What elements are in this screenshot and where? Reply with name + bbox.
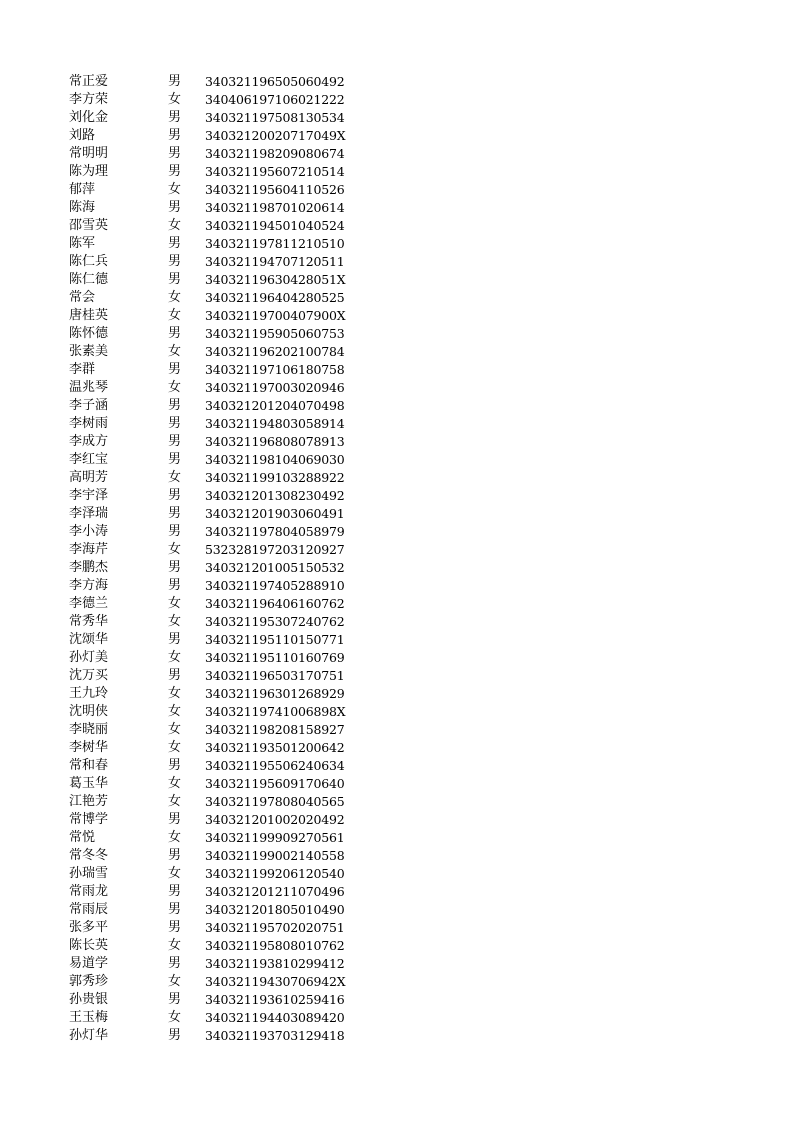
record-row (0, 199, 793, 217)
record-id-number: 34032119430706942X (205, 974, 346, 989)
record-name: 温兆琴 (69, 380, 109, 395)
record-gender: 男 (168, 1028, 182, 1043)
record-gender: 男 (168, 254, 182, 269)
record-name: 沈万买 (69, 668, 109, 683)
record-id-number: 340321193610259416 (205, 992, 345, 1007)
record-name: 李子涵 (69, 398, 109, 413)
record-row (0, 109, 793, 127)
record-gender: 男 (168, 956, 182, 971)
record-row (0, 667, 793, 685)
record-gender: 男 (168, 434, 182, 449)
record-row (0, 1027, 793, 1045)
record-gender: 女 (168, 830, 182, 845)
records-list (0, 73, 793, 1045)
record-name: 邵雪英 (69, 218, 109, 233)
record-name: 易道学 (69, 956, 109, 971)
record-gender: 男 (168, 110, 182, 125)
record-id-number: 340321195506240634 (205, 758, 345, 773)
record-name: 常雨龙 (69, 884, 109, 899)
record-gender: 女 (168, 938, 182, 953)
record-name: 常会 (69, 290, 96, 305)
record-id-number: 340321195307240762 (205, 614, 345, 629)
record-name: 李鹏杰 (69, 560, 109, 575)
record-gender: 女 (168, 614, 182, 629)
record-name: 孙瑞雪 (69, 866, 109, 881)
record-gender: 女 (168, 866, 182, 881)
record-id-number: 340321194501040524 (205, 218, 345, 233)
record-name: 李成方 (69, 434, 109, 449)
record-gender: 男 (168, 506, 182, 521)
record-id-number: 340321195110160769 (205, 650, 345, 665)
record-name: 李德兰 (69, 596, 109, 611)
record-name: 孙灯华 (69, 1028, 109, 1043)
record-name: 刘化金 (69, 110, 109, 125)
record-name: 王九玲 (69, 686, 109, 701)
record-id-number: 340321196808078913 (205, 434, 345, 449)
record-gender: 男 (168, 524, 182, 539)
record-gender: 男 (168, 416, 182, 431)
record-gender: 女 (168, 650, 182, 665)
record-gender: 男 (168, 398, 182, 413)
record-row (0, 721, 793, 739)
record-name: 郭秀珍 (69, 974, 109, 989)
record-id-number: 340321193501200642 (205, 740, 345, 755)
record-gender: 女 (168, 740, 182, 755)
record-gender: 女 (168, 722, 182, 737)
record-gender: 女 (168, 776, 182, 791)
record-row (0, 397, 793, 415)
record-gender: 女 (168, 686, 182, 701)
record-id-number: 340321201903060491 (205, 506, 345, 521)
record-row (0, 919, 793, 937)
record-row (0, 847, 793, 865)
record-row (0, 883, 793, 901)
record-gender: 男 (168, 326, 182, 341)
record-id-number: 340321198701020614 (205, 200, 345, 215)
record-id-number: 340321195607210514 (205, 164, 345, 179)
record-gender: 男 (168, 236, 182, 251)
record-id-number: 340321195609170640 (205, 776, 345, 791)
record-name: 张素美 (69, 344, 109, 359)
record-row (0, 541, 793, 559)
record-id-number: 34032119630428051X (205, 272, 346, 287)
record-name: 陈怀德 (69, 326, 109, 341)
record-id-number: 340321195905060753 (205, 326, 345, 341)
record-row (0, 127, 793, 145)
record-gender: 女 (168, 794, 182, 809)
record-gender: 女 (168, 308, 182, 323)
record-gender: 男 (168, 848, 182, 863)
record-row (0, 181, 793, 199)
record-row (0, 253, 793, 271)
record-row (0, 487, 793, 505)
record-name: 李晓丽 (69, 722, 109, 737)
record-row (0, 1009, 793, 1027)
record-name: 李树雨 (69, 416, 109, 431)
record-row (0, 901, 793, 919)
record-row (0, 271, 793, 289)
record-id-number: 340321197811210510 (205, 236, 345, 251)
record-id-number: 340321196404280525 (205, 290, 345, 305)
record-gender: 女 (168, 470, 182, 485)
record-id-number: 340321199909270561 (205, 830, 345, 845)
record-row (0, 145, 793, 163)
record-row (0, 973, 793, 991)
record-name: 李泽瑞 (69, 506, 109, 521)
record-gender: 男 (168, 920, 182, 935)
record-gender: 男 (168, 812, 182, 827)
record-row (0, 289, 793, 307)
record-gender: 女 (168, 92, 182, 107)
record-name: 孙贵银 (69, 992, 109, 1007)
record-id-number: 340321196505060492 (205, 74, 345, 89)
record-id-number: 340321196202100784 (205, 344, 345, 359)
record-row (0, 577, 793, 595)
record-name: 常正爱 (69, 74, 109, 89)
record-gender: 男 (168, 632, 182, 647)
record-row (0, 811, 793, 829)
record-name: 王玉梅 (69, 1010, 109, 1025)
record-gender: 男 (168, 452, 182, 467)
record-name: 李方荣 (69, 92, 109, 107)
record-gender: 男 (168, 200, 182, 215)
record-row (0, 163, 793, 181)
record-name: 唐桂英 (69, 308, 109, 323)
record-id-number: 340321199206120540 (205, 866, 345, 881)
record-id-number: 340321194403089420 (205, 1010, 345, 1025)
record-row (0, 433, 793, 451)
record-gender: 女 (168, 542, 182, 557)
record-gender: 男 (168, 992, 182, 1007)
record-name: 常冬冬 (69, 848, 109, 863)
record-gender: 男 (168, 74, 182, 89)
record-row (0, 523, 793, 541)
record-id-number: 340321193703129418 (205, 1028, 345, 1043)
record-id-number: 340321196503170751 (205, 668, 345, 683)
record-name: 常博学 (69, 812, 109, 827)
record-name: 高明芳 (69, 470, 109, 485)
record-id-number: 340321197003020946 (205, 380, 345, 395)
record-gender: 男 (168, 128, 182, 143)
record-row (0, 685, 793, 703)
record-name: 李树华 (69, 740, 109, 755)
record-id-number: 340321194803058914 (205, 416, 345, 431)
record-gender: 女 (168, 344, 182, 359)
record-id-number: 340321195604110526 (205, 182, 345, 197)
record-gender: 女 (168, 218, 182, 233)
record-gender: 男 (168, 146, 182, 161)
record-row (0, 613, 793, 631)
record-id-number: 340321195110150771 (205, 632, 345, 647)
record-name: 常悦 (69, 830, 96, 845)
record-row (0, 829, 793, 847)
record-id-number: 340321197804058979 (205, 524, 345, 539)
record-row (0, 217, 793, 235)
record-name: 张多平 (69, 920, 109, 935)
record-row (0, 91, 793, 109)
record-id-number: 34032119700407900X (205, 308, 346, 323)
record-name: 陈仁兵 (69, 254, 109, 269)
record-row (0, 757, 793, 775)
record-id-number: 532328197203120927 (205, 542, 345, 557)
record-gender: 女 (168, 290, 182, 305)
record-id-number: 340321193810299412 (205, 956, 345, 971)
record-id-number: 340321195702020751 (205, 920, 345, 935)
record-row (0, 307, 793, 325)
record-id-number: 34032120020717049X (205, 128, 346, 143)
record-id-number: 340321198208158927 (205, 722, 345, 737)
record-name: 李小涛 (69, 524, 109, 539)
record-row (0, 937, 793, 955)
record-gender: 男 (168, 758, 182, 773)
record-name: 李红宝 (69, 452, 109, 467)
record-id-number: 340321199103288922 (205, 470, 345, 485)
record-name: 陈为理 (69, 164, 109, 179)
record-name: 李方海 (69, 578, 109, 593)
record-row (0, 955, 793, 973)
record-row (0, 505, 793, 523)
record-name: 陈军 (69, 236, 96, 251)
record-name: 常明明 (69, 146, 109, 161)
record-id-number: 340321201204070498 (205, 398, 345, 413)
record-row (0, 703, 793, 721)
record-gender: 女 (168, 974, 182, 989)
record-gender: 男 (168, 362, 182, 377)
record-gender: 男 (168, 578, 182, 593)
record-name: 刘路 (69, 128, 96, 143)
record-name: 沈颂华 (69, 632, 109, 647)
record-name: 李宇泽 (69, 488, 109, 503)
record-name: 李群 (69, 362, 96, 377)
record-id-number: 340321198104069030 (205, 452, 345, 467)
record-gender: 男 (168, 560, 182, 575)
record-gender: 男 (168, 272, 182, 287)
record-row (0, 739, 793, 757)
record-row (0, 559, 793, 577)
record-name: 沈明侠 (69, 704, 109, 719)
record-gender: 女 (168, 182, 182, 197)
record-name: 常和春 (69, 758, 109, 773)
record-row (0, 793, 793, 811)
record-id-number: 340321201308230492 (205, 488, 345, 503)
record-id-number: 340321197405288910 (205, 578, 345, 593)
record-name: 陈长英 (69, 938, 109, 953)
record-row (0, 415, 793, 433)
record-gender: 男 (168, 884, 182, 899)
record-name: 陈仁德 (69, 272, 109, 287)
record-row (0, 379, 793, 397)
record-gender: 女 (168, 380, 182, 395)
record-name: 陈海 (69, 200, 96, 215)
record-id-number: 340406197106021222 (205, 92, 345, 107)
record-name: 常秀华 (69, 614, 109, 629)
record-row (0, 343, 793, 361)
record-row (0, 775, 793, 793)
record-gender: 男 (168, 164, 182, 179)
record-id-number: 340321201002020492 (205, 812, 345, 827)
record-row (0, 991, 793, 1009)
record-id-number: 340321196301268929 (205, 686, 345, 701)
record-id-number: 340321201805010490 (205, 902, 345, 917)
record-id-number: 340321198209080674 (205, 146, 345, 161)
record-id-number: 34032119741006898X (205, 704, 346, 719)
record-row (0, 361, 793, 379)
record-name: 孙灯美 (69, 650, 109, 665)
record-row (0, 595, 793, 613)
record-id-number: 340321195808010762 (205, 938, 345, 953)
record-id-number: 340321199002140558 (205, 848, 345, 863)
record-row (0, 451, 793, 469)
record-name: 葛玉华 (69, 776, 109, 791)
record-id-number: 340321197808040565 (205, 794, 345, 809)
record-gender: 女 (168, 1010, 182, 1025)
record-gender: 男 (168, 488, 182, 503)
record-id-number: 340321197508130534 (205, 110, 345, 125)
record-row (0, 649, 793, 667)
record-row (0, 469, 793, 487)
record-row (0, 235, 793, 253)
record-name: 郁萍 (69, 182, 96, 197)
record-gender: 男 (168, 668, 182, 683)
record-gender: 女 (168, 596, 182, 611)
record-name: 李海芹 (69, 542, 109, 557)
record-id-number: 340321201211070496 (205, 884, 345, 899)
record-gender: 男 (168, 902, 182, 917)
record-name: 常雨辰 (69, 902, 109, 917)
record-id-number: 340321201005150532 (205, 560, 345, 575)
record-id-number: 340321196406160762 (205, 596, 345, 611)
record-id-number: 340321197106180758 (205, 362, 345, 377)
record-row (0, 631, 793, 649)
record-name: 江艳芳 (69, 794, 109, 809)
record-row (0, 865, 793, 883)
record-row (0, 325, 793, 343)
record-row (0, 73, 793, 91)
record-id-number: 340321194707120511 (205, 254, 345, 269)
record-gender: 女 (168, 704, 182, 719)
